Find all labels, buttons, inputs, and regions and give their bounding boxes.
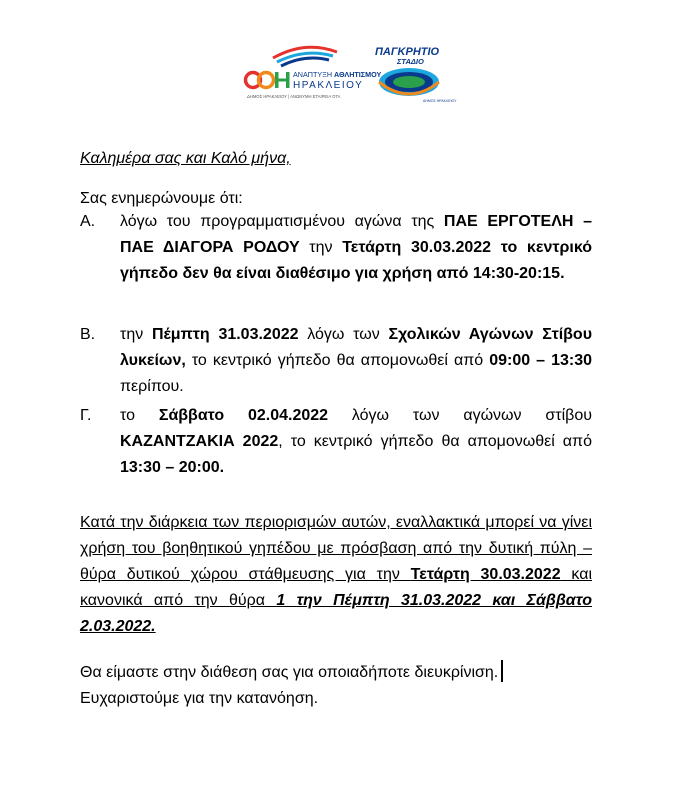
list-marker: Β.	[80, 326, 96, 343]
text-cursor	[501, 660, 503, 682]
list-item-text: την Πέμπτη 31.03.2022 λόγω των Σχολικών Αγώνων Στίβου λυκείων, το κεντρικό γήπεδο θα απομονωθεί από 09:00 – 13:30 περίπου.	[120, 326, 593, 395]
header-logos	[243, 42, 458, 108]
alternative-access-notice: Κατά την διάρκεια των περιορισμών αυτών, εναλλακτικά μπορεί να γίνει χρήση του βοηθητικού γηπέδου με πρόσβαση από την δυτική πύλη – θύρα δυτικού χώρου στάθμευσης για την Τετάρτη 30.03.2022 και κανονικά από την θύρα 1 την Πέμπτη 31.03.2022 και Σάββατο 2.03.2022.	[80, 514, 593, 635]
closing-line-2: Ευχαριστούμε για την κατανόηση.	[80, 690, 319, 707]
list-item-b	[80, 322, 592, 400]
svg-text:ΔΗΜΟΣ ΗΡΑΚΛΕΙΟΥ: ΔΗΜΟΣ ΗΡΑΚΛΕΙΟΥ	[423, 99, 457, 103]
list-item-a	[80, 209, 592, 287]
svg-text:ΑΝΑΠΤΥΞΗ ΑΘΛΗΤΙΣΜΟΥ: ΑΝΑΠΤΥΞΗ ΑΘΛΗΤΙΣΜΟΥ	[293, 70, 382, 79]
svg-text:ΔΗΜΟΣ ΗΡΑΚΛΕΙΟΥ | ΑΝΩΝΥΜΗ ΕΤΑΙ: ΔΗΜΟΣ ΗΡΑΚΛΕΙΟΥ | ΑΝΩΝΥΜΗ ΕΤΑΙΡΕΙΑ ΟΤΑ	[247, 94, 341, 99]
greeting: Καλημέρα σας και Καλό μήνα,	[80, 150, 291, 167]
list-marker: Α.	[80, 213, 96, 230]
svg-text:ΠΑΓΚΡΗΤΙΟ: ΠΑΓΚΡΗΤΙΟ	[375, 46, 440, 58]
svg-text:ΗΡΑΚΛΕΙΟΥ: ΗΡΑΚΛΕΙΟΥ	[293, 80, 364, 91]
closing-line-1: Θα είμαστε στην διάθεση σας για οποιαδήποτε διευκρίνιση.	[80, 660, 620, 686]
list-marker: Γ.	[80, 407, 92, 424]
aah-logo-icon	[243, 42, 382, 104]
svg-text:ΣΤΑΔΙΟ: ΣΤΑΔΙΟ	[397, 57, 424, 66]
list-item-text: λόγω του προγραμματισμένου αγώνα της ΠΑΕ ΕΡΓΟΤΕΛΗ – ΠΑΕ ΔΙΑΓΟΡΑ ΡΟΔΟΥ την Τετάρτη 30.03.2022 το κεντρικό γήπεδο δεν θα είναι διαθέσιμο για χρήση από 14:30-20:15.	[120, 213, 592, 282]
list-item-c	[80, 403, 592, 481]
pagkritio-stadio-logo-icon	[371, 42, 457, 108]
list-item-text: το Σάββατο 02.04.2022 λόγω των αγώνων στίβου ΚΑΖΑΝΤΖΑΚΙΑ 2022, το κεντρικό γήπεδο θα απομονωθεί από 13:30 – 20:00.	[120, 407, 593, 476]
intro-text: Σας ενημερώνουμε ότι:	[80, 190, 243, 207]
